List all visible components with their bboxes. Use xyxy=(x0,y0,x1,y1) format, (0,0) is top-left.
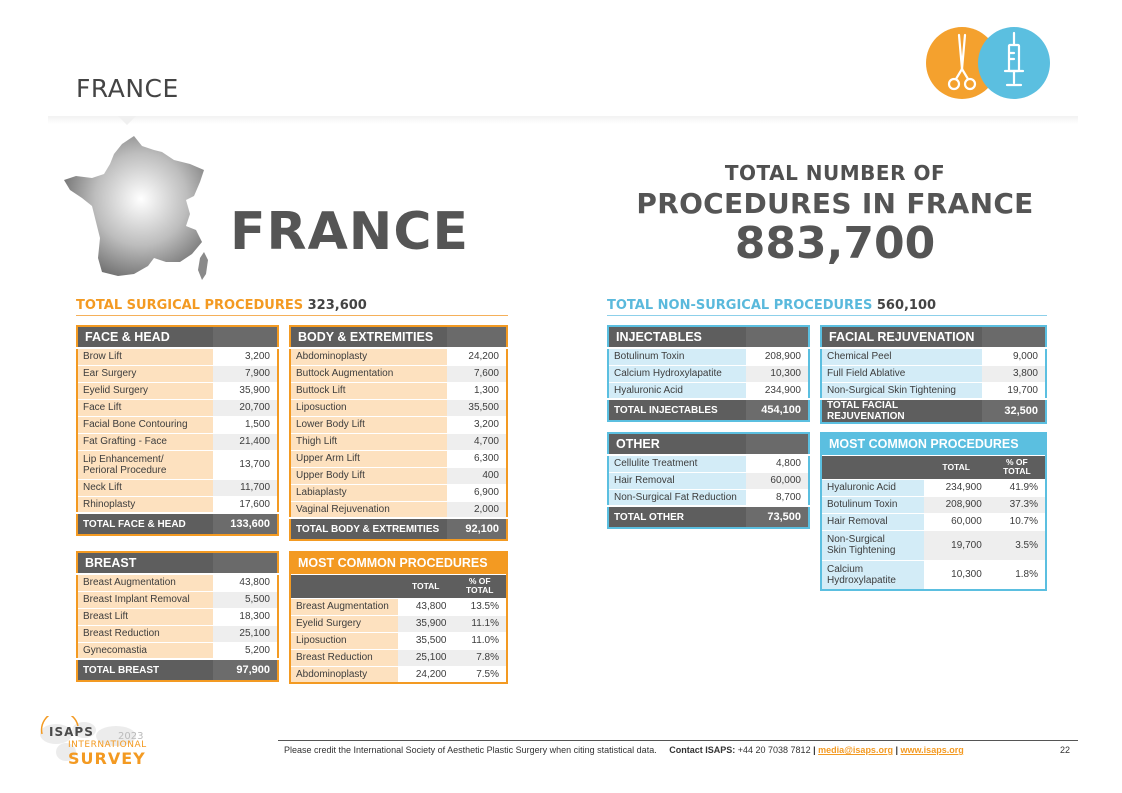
row-pct: 11.1% xyxy=(453,615,507,632)
table-title: BODY & EXTREMITIES xyxy=(290,326,447,348)
row-value: 19,700 xyxy=(924,530,989,560)
row-value: 1,500 xyxy=(213,416,278,433)
table-title: FACIAL REJUVENATION xyxy=(821,326,982,348)
row-value: 17,600 xyxy=(213,496,278,513)
row-label: Lip Enhancement/ Perioral Procedure xyxy=(77,450,213,479)
row-pct: 13.5% xyxy=(453,598,507,615)
row-value: 35,900 xyxy=(398,615,453,632)
row-label: Gynecomastia xyxy=(77,642,213,659)
contact-phone: +44 20 7038 7812 xyxy=(737,745,811,755)
row-pct: 37.3% xyxy=(989,496,1046,513)
row-value: 400 xyxy=(447,467,507,484)
row-label: Abdominoplasty xyxy=(290,666,398,683)
row-label: Face Lift xyxy=(77,399,213,416)
table-title: FACE & HEAD xyxy=(77,326,213,348)
total-procedures-label-2: PROCEDURES IN FRANCE xyxy=(636,187,1034,220)
injectables-table xyxy=(607,325,810,422)
row-value: 5,500 xyxy=(213,591,278,608)
row-label: Chemical Peel xyxy=(821,348,982,365)
row-label: Breast Augmentation xyxy=(77,574,213,591)
table-title: MOST COMMON PROCEDURES xyxy=(821,433,1046,455)
row-label: Breast Reduction xyxy=(290,649,398,666)
row-value: 19,700 xyxy=(982,382,1046,399)
total-value: 92,100 xyxy=(447,518,507,540)
row-value: 2,000 xyxy=(447,501,507,518)
isaps-logo-year: 2023 xyxy=(118,731,144,742)
table-title: BREAST xyxy=(77,552,213,574)
col-pct-header-line1: % OF xyxy=(468,576,491,586)
other-table xyxy=(607,432,810,529)
row-value: 4,700 xyxy=(447,433,507,450)
isaps-logo-survey: SURVEY xyxy=(68,749,146,768)
row-value: 6,900 xyxy=(447,484,507,501)
row-label: Fat Grafting - Face xyxy=(77,433,213,450)
row-value: 60,000 xyxy=(924,513,989,530)
row-value: 18,300 xyxy=(213,608,278,625)
row-value: 60,000 xyxy=(746,472,809,489)
total-label: TOTAL INJECTABLES xyxy=(608,399,746,421)
row-label: Breast Implant Removal xyxy=(77,591,213,608)
france-map-icon xyxy=(62,134,212,282)
row-value: 35,900 xyxy=(213,382,278,399)
row-label: Thigh Lift xyxy=(290,433,447,450)
nonsurgical-category-badge xyxy=(978,27,1050,99)
breast-table xyxy=(76,551,279,682)
row-value: 1,300 xyxy=(447,382,507,399)
total-label: TOTAL FACE & HEAD xyxy=(77,513,213,535)
row-label: Non-Surgical Skin Tightening xyxy=(821,382,982,399)
row-label: Liposuction xyxy=(290,632,398,649)
row-label: Non-Surgical Fat Reduction xyxy=(608,489,746,506)
total-procedures-label-1: TOTAL NUMBER OF xyxy=(724,161,946,185)
row-label: Vaginal Rejuvenation xyxy=(290,501,447,518)
nonsurgical-total-label: TOTAL NON-SURGICAL PROCEDURES xyxy=(607,298,873,313)
row-value: 9,000 xyxy=(982,348,1046,365)
col-total-header: TOTAL xyxy=(924,455,989,479)
row-label: Hyaluronic Acid xyxy=(821,479,924,496)
row-label: Botulinum Toxin xyxy=(608,348,746,365)
col-total-header: TOTAL xyxy=(398,574,453,598)
surgical-total-value: 323,600 xyxy=(307,298,367,313)
total-procedures-block xyxy=(590,161,1080,269)
row-value: 234,900 xyxy=(924,479,989,496)
row-label: Hyaluronic Acid xyxy=(608,382,746,399)
row-value: 13,700 xyxy=(213,450,278,479)
row-value: 10,300 xyxy=(924,560,989,590)
row-value: 208,900 xyxy=(924,496,989,513)
row-value: 11,700 xyxy=(213,479,278,496)
row-label: Facial Bone Contouring xyxy=(77,416,213,433)
facial-rejuvenation-table xyxy=(820,325,1047,424)
body-extremities-table xyxy=(289,325,508,541)
total-label: TOTAL BREAST xyxy=(77,659,213,681)
row-pct: 10.7% xyxy=(989,513,1046,530)
row-label: Buttock Lift xyxy=(290,382,447,399)
row-pct: 1.8% xyxy=(989,560,1046,590)
col-pct-header xyxy=(453,574,507,598)
col-pct-header-line2: TOTAL xyxy=(1003,466,1031,476)
credit-note: Please credit the International Society of Aesthetic Plastic Surgery when citing statistical data. xyxy=(284,745,657,755)
total-value: 97,900 xyxy=(213,659,278,681)
row-value: 10,300 xyxy=(746,365,809,382)
table-title: OTHER xyxy=(608,433,746,455)
row-label: Brow Lift xyxy=(77,348,213,365)
col-pct-header-line1: % OF xyxy=(1006,457,1028,467)
row-value: 43,800 xyxy=(213,574,278,591)
row-label: Hair Removal xyxy=(608,472,746,489)
page-number: 22 xyxy=(1060,745,1071,755)
row-pct: 7.5% xyxy=(453,666,507,683)
total-value: 32,500 xyxy=(982,399,1046,423)
row-value: 35,500 xyxy=(447,399,507,416)
row-value: 4,800 xyxy=(746,455,809,472)
row-value: 7,900 xyxy=(213,365,278,382)
row-value: 24,200 xyxy=(447,348,507,365)
row-label: Abdominoplasty xyxy=(290,348,447,365)
row-value: 5,200 xyxy=(213,642,278,659)
row-label: Upper Body Lift xyxy=(290,467,447,484)
face-head-table xyxy=(76,325,279,536)
surgical-most-common-table xyxy=(289,551,508,684)
row-label: Hair Removal xyxy=(821,513,924,530)
isaps-logo-brand: ISAPS xyxy=(49,725,94,739)
row-pct: 3.5% xyxy=(989,530,1046,560)
row-label: Calcium Hydroxylapatite xyxy=(608,365,746,382)
row-value: 43,800 xyxy=(398,598,453,615)
row-value: 35,500 xyxy=(398,632,453,649)
row-label: Eyelid Surgery xyxy=(77,382,213,399)
col-pct-header-line2: TOTAL xyxy=(465,585,494,595)
row-value: 25,100 xyxy=(398,649,453,666)
header-notch xyxy=(118,116,136,125)
total-procedures-value: 883,700 xyxy=(734,218,936,269)
total-value: 73,500 xyxy=(746,506,809,528)
footer-separator: | xyxy=(895,745,898,755)
footer-credit-line xyxy=(284,745,964,755)
footer-divider xyxy=(278,740,1078,741)
row-value: 25,100 xyxy=(213,625,278,642)
country-name: FRANCE xyxy=(230,202,470,262)
row-label: Breast Augmentation xyxy=(290,598,398,615)
row-label: Full Field Ablative xyxy=(821,365,982,382)
row-label: Neck Lift xyxy=(77,479,213,496)
row-label: Eyelid Surgery xyxy=(290,615,398,632)
row-label: Breast Lift xyxy=(77,608,213,625)
row-label: Breast Reduction xyxy=(77,625,213,642)
contact-email-link[interactable]: media@isaps.org xyxy=(818,745,893,755)
total-label: TOTAL FACIAL REJUVENATION xyxy=(821,399,982,423)
row-value: 24,200 xyxy=(398,666,453,683)
row-pct: 11.0% xyxy=(453,632,507,649)
row-label: Rhinoplasty xyxy=(77,496,213,513)
total-value: 133,600 xyxy=(213,513,278,535)
row-pct: 41.9% xyxy=(989,479,1046,496)
row-value: 208,900 xyxy=(746,348,809,365)
row-label: Ear Surgery xyxy=(77,365,213,382)
total-value: 454,100 xyxy=(746,399,809,421)
table-title: MOST COMMON PROCEDURES xyxy=(290,552,507,574)
total-label: TOTAL OTHER xyxy=(608,506,746,528)
footer-separator: | xyxy=(813,745,816,755)
row-label: Liposuction xyxy=(290,399,447,416)
header-divider xyxy=(48,116,1078,124)
total-label: TOTAL BODY & EXTREMITIES xyxy=(290,518,447,540)
row-label: Calcium Hydroxylapatite xyxy=(821,560,924,590)
nonsurgical-total-value: 560,100 xyxy=(876,298,937,313)
row-value: 8,700 xyxy=(746,489,809,506)
row-value: 21,400 xyxy=(213,433,278,450)
row-label: Cellulite Treatment xyxy=(608,455,746,472)
row-value: 7,600 xyxy=(447,365,507,382)
row-label: Non-Surgical Skin Tightening xyxy=(821,530,924,560)
row-label: Botulinum Toxin xyxy=(821,496,924,513)
page-title: FRANCE xyxy=(76,74,179,103)
row-label: Labiaplasty xyxy=(290,484,447,501)
row-pct: 7.8% xyxy=(453,649,507,666)
row-label: Buttock Augmentation xyxy=(290,365,447,382)
isaps-logo-international: INTERNATIONAL xyxy=(68,740,147,750)
nonsurgical-total-heading xyxy=(607,298,1047,316)
col-pct-header xyxy=(989,455,1046,479)
row-value: 6,300 xyxy=(447,450,507,467)
nonsurgical-most-common-table xyxy=(820,432,1047,591)
surgical-total-label: TOTAL SURGICAL PROCEDURES xyxy=(76,298,304,313)
surgical-total-heading xyxy=(76,298,508,316)
row-value: 234,900 xyxy=(746,382,809,399)
row-value: 3,200 xyxy=(213,348,278,365)
row-label: Upper Arm Lift xyxy=(290,450,447,467)
row-value: 20,700 xyxy=(213,399,278,416)
syringe-icon xyxy=(978,27,1050,99)
row-label: Lower Body Lift xyxy=(290,416,447,433)
row-value: 3,200 xyxy=(447,416,507,433)
contact-label: Contact ISAPS: xyxy=(669,745,736,755)
row-value: 3,800 xyxy=(982,365,1046,382)
website-link[interactable]: www.isaps.org xyxy=(900,745,964,755)
table-title: INJECTABLES xyxy=(608,326,746,348)
